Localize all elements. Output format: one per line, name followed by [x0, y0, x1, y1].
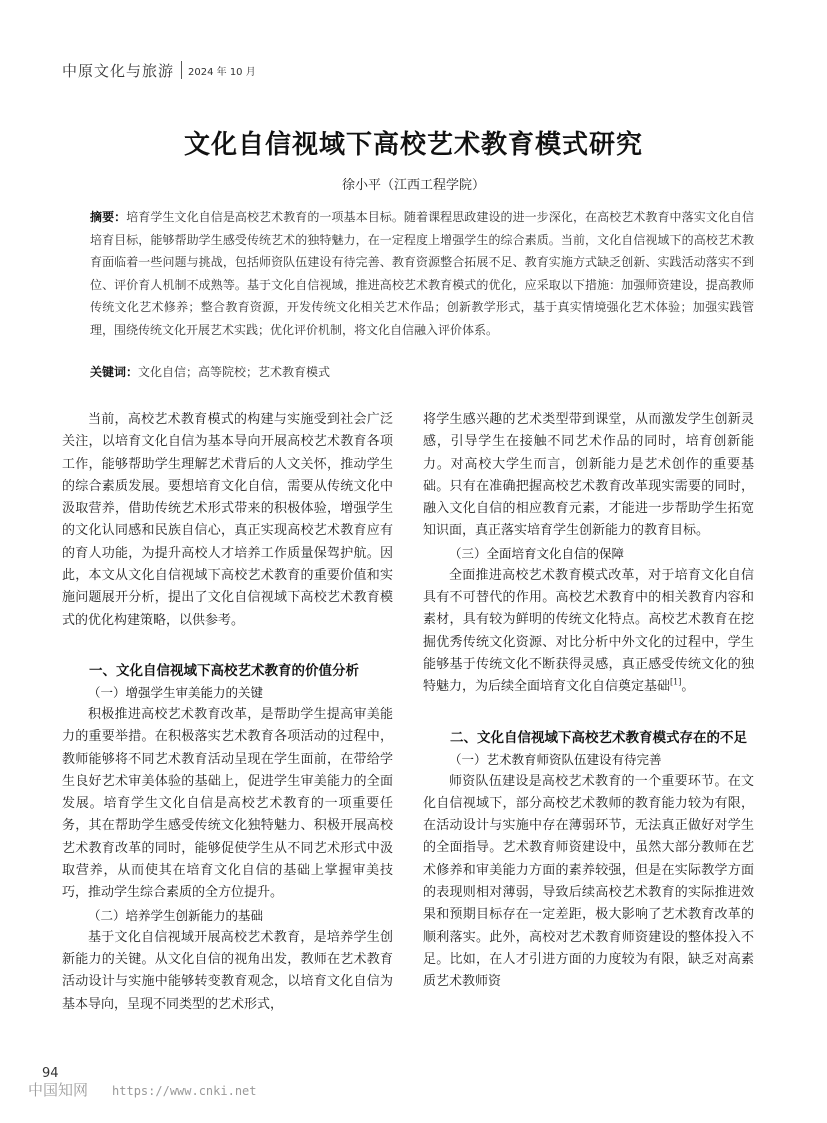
watermark-url: https://www.cnki.net — [112, 1084, 257, 1098]
subsection-3-body: 全面推进高校艺术教育模式改革，对于培育文化自信具有不可替代的作用。高校艺术教育中的相关教育内容和素材，具有较为鲜明的传统文化特点。高校艺术教育在挖掘优秀传统文化资源、对比分析中外文化的过程中，学生能够基于传统文化不断获得灵感，真正感受传统文化的独特魅力，为后续全面培育文化自信奠定基础 — [423, 567, 754, 695]
right-column — [423, 409, 754, 994]
subsection-3-heading: （三）全面培育文化自信的保障 — [449, 545, 625, 561]
section-1-heading: 一、文化自信视域下高校艺术教育的价值分析 — [89, 662, 359, 679]
issue-date: 2024 年 10 月 — [188, 66, 256, 78]
continuation-paragraph: 将学生感兴趣的艺术类型带到课堂，从而激发学生创新灵感，引导学生在接触不同艺术作品的同时，培育创新能力。对高校大学生而言，创新能力是艺术创作的重要基础。只有在准确把握高校艺术教育改革现实需要的同时，融入文化自信的相应教育元素，才能进一步帮助学生拓宽知识面，真正落实培育学生创新能力的教育目标。 — [423, 412, 754, 539]
cnki-watermark — [28, 1079, 257, 1100]
keywords — [90, 362, 754, 382]
left-column — [62, 409, 393, 1016]
subsection-3-text — [423, 565, 754, 699]
watermark-text: 中国知网 — [28, 1081, 89, 1099]
subsection-1-heading: （一）增强学生审美能力的关键 — [88, 684, 264, 700]
subsection-4-heading: （一）艺术教育师资队伍建设有待完善 — [449, 751, 662, 767]
subsection-3-end: 。 — [681, 679, 695, 695]
page-number: 94 — [42, 1066, 59, 1081]
abstract — [90, 206, 754, 341]
header-divider — [181, 61, 182, 79]
citation-ref: [1] — [670, 677, 682, 687]
author-line: 徐小平（江西工程学院） — [341, 178, 485, 193]
section-2-heading: 二、文化自信视域下高校艺术教育模式存在的不足 — [450, 729, 747, 746]
keywords-label: 关键词： — [90, 365, 139, 379]
journal-header — [62, 58, 256, 82]
intro-paragraph: 当前，高校艺术教育模式的构建与实施受到社会广泛关注，以培育文化自信为基本导向开展高校艺术教育各项工作，能够帮助学生理解艺术背后的人文关怀，推动学生的综合素质发展。要想培育文化自信，需要从传统文化中汲取营养，借助传统艺术形式带来的积极体验，增强学生的文化认同感和民族自信心，真正实现高校艺术教育应有的育人功能，为提升高校人才培养工作质量保驾护航。因此，本文从文化自信视域下高校艺术教育的重要价值和实施问题展开分析，提出了文化自信视域下高校艺术教育模式的优化构建策略，以供参考。 — [62, 412, 393, 628]
abstract-label: 摘要： — [90, 210, 127, 224]
subsection-2-heading: （二）培养学生创新能力的基础 — [88, 907, 264, 923]
article-title: 文化自信视域下高校艺术教育模式研究 — [183, 130, 643, 160]
subsection-2-text: 基于文化自信视域开展高校艺术教育，是培养学生创新能力的关键。从文化自信的视角出发，教师在艺术教育活动设计与实施中能够转变教育观念，以培育文化自信为基本导向，呈现不同类型的艺术形式， — [62, 929, 393, 1012]
abstract-text: 培育学生文化自信是高校艺术教育的一项基本目标。随着课程思政建设的进一步深化，在高校艺术教育中落实文化自信培育目标，能够帮助学生感受传统艺术的独特魅力，在一定程度上增强学生的综合素质。当前，文化自信视域下的高校艺术教育面临着一些问题与挑战，包括师资队伍建设有待完善、教育资源整合拓展不足、教育实施方式缺乏创新、实践活动落实不到位、评价育人机制不成熟等。基于文化自信视域，推进高校艺术教育模式的优化，应采取以下措施：加强师资建设，提高教师传统文化艺术修养；整合教育资源，开发传统文化相关艺术作品；创新教学形式，基于真实情境强化艺术体验；加强实践管理，围绕传统文化开展艺术实践；优化评价机制，将文化自信融入评价体系。 — [90, 210, 754, 337]
subsection-4-text: 师资队伍建设是高校艺术教育的一个重要环节。在文化自信视域下，部分高校艺术教师的教育能力较为有限，在活动设计与实施中存在薄弱环节，无法真正做好对学生的全面指导。艺术教育师资建设中，虽然大部分教师在艺术修养和审美能力方面的素养较强，但是在实际教学方面的表现则相对薄弱，导致后续高校艺术教育的实际推进效果和预期目标存在一定差距，极大影响了艺术教育改革的顺利落实。此外，高校对艺术教育师资建设的整体投入不足。比如，在人才引进方面的力度较为有限，缺乏对高素质艺术教师资 — [423, 773, 754, 990]
keywords-text: 文化自信；高等院校；艺术教育模式 — [138, 365, 331, 379]
journal-name: 中原文化与旅游 — [62, 61, 175, 80]
subsection-1-text: 积极推进高校艺术教育改革，是帮助学生提高审美能力的重要举措。在积极落实艺术教育各项活动的过程中，教师能够将不同艺术教育活动呈现在学生面前，在带给学生良好艺术审美体验的基础上，促进学生审美能力的全面发展。培育学生文化自信是高校艺术教育的一项重要任务，其在帮助学生感受传统文化独特魅力、积极开展高校艺术教育改革的同时，能够促使学生从不同艺术形式中汲取营养，从而使其在培育文化自信的基础上掌握审美技巧，推动学生综合素质的全方位提升。 — [62, 706, 393, 901]
